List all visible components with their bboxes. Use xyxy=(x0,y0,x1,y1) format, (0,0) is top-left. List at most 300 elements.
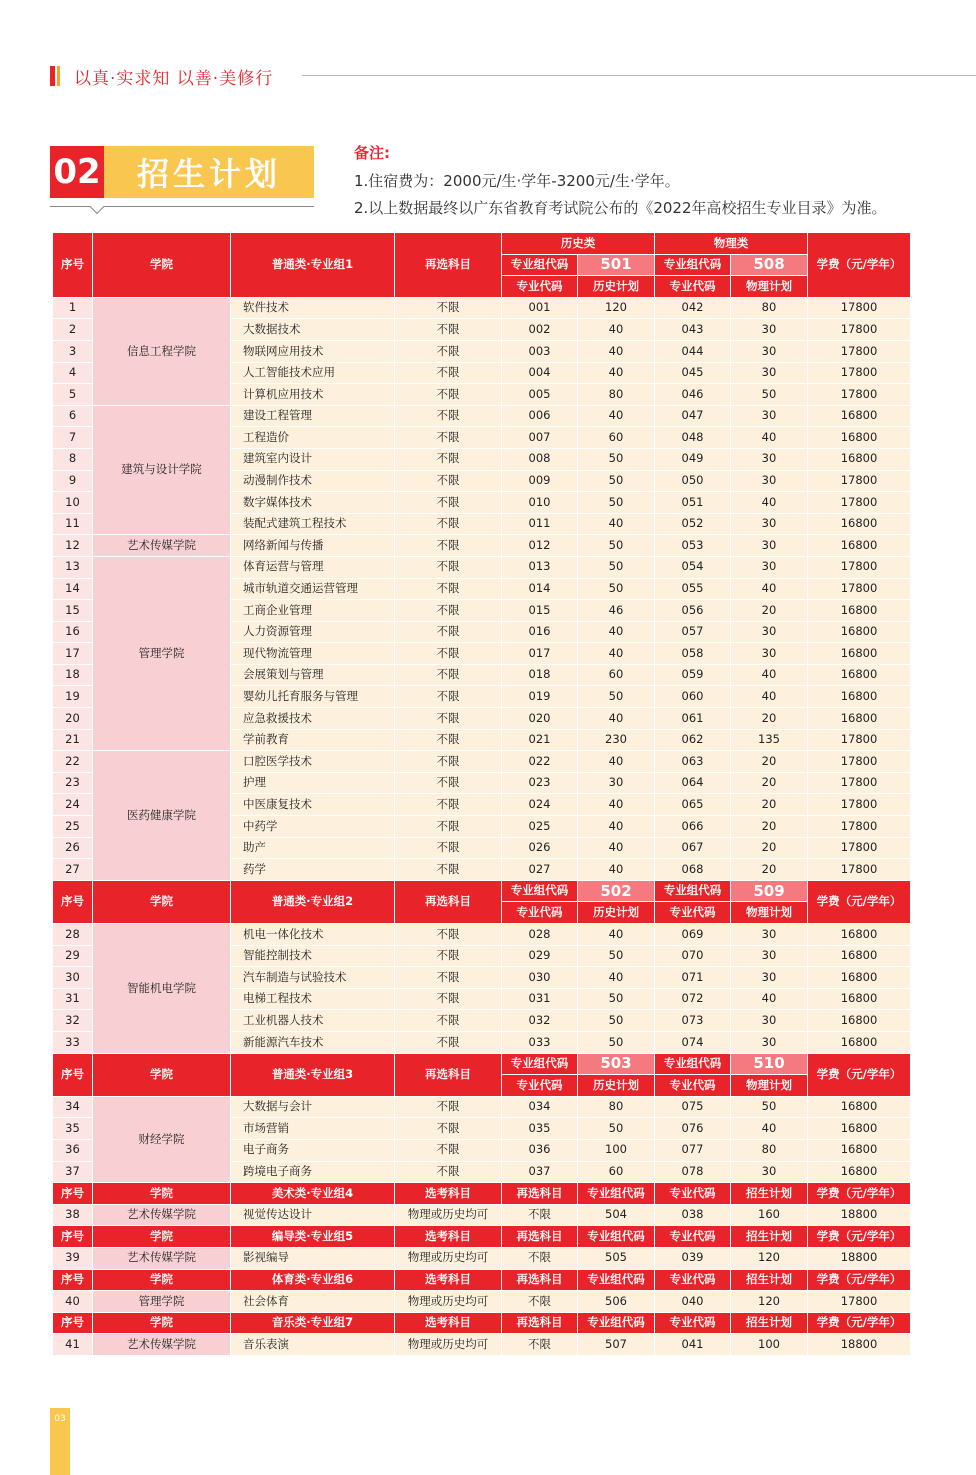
header-major-code: 专业代码 xyxy=(502,1075,578,1097)
value-cell: 20 xyxy=(731,751,808,773)
value-cell: 050 xyxy=(655,470,731,492)
header-group: 普通类·专业组1 xyxy=(231,233,395,298)
college-cell: 艺术传媒学院 xyxy=(93,535,231,557)
major-cell: 计算机应用技术 xyxy=(231,384,395,406)
major-cell: 学前教育 xyxy=(231,729,395,751)
art-header-cell: 体育类·专业组6 xyxy=(231,1269,395,1291)
art-header-cell: 专业组代码 xyxy=(578,1269,655,1291)
header-college: 学院 xyxy=(93,880,231,923)
value-cell: 045 xyxy=(655,362,731,384)
header-physics-plan: 物理计划 xyxy=(731,1075,808,1097)
value-cell: 20 xyxy=(731,837,808,859)
value-cell: 16800 xyxy=(808,1118,911,1140)
art-data-row xyxy=(53,1291,911,1313)
seq-cell: 38 xyxy=(53,1204,93,1226)
value-cell: 40 xyxy=(578,405,655,427)
value-cell: 019 xyxy=(502,686,578,708)
value-cell: 060 xyxy=(655,686,731,708)
value-cell: 034 xyxy=(502,1096,578,1118)
header-major-code: 专业代码 xyxy=(655,276,731,298)
art-header-cell: 学费（元/学年） xyxy=(808,1226,911,1248)
section-number: 02 xyxy=(50,146,104,198)
value-cell: 不限 xyxy=(395,319,502,341)
value-cell: 026 xyxy=(502,837,578,859)
art-header-cell: 招生计划 xyxy=(731,1269,808,1291)
value-cell: 不限 xyxy=(395,859,502,881)
seq-cell: 28 xyxy=(53,924,93,946)
header-group-code: 专业组代码 xyxy=(655,1053,731,1075)
art-header-cell: 选考科目 xyxy=(395,1183,502,1205)
major-cell: 大数据与会计 xyxy=(231,1096,395,1118)
seq-cell: 24 xyxy=(53,794,93,816)
art-header-row xyxy=(53,1183,911,1205)
college-cell: 管理学院 xyxy=(93,556,231,750)
major-cell: 会展策划与管理 xyxy=(231,664,395,686)
value-cell: 022 xyxy=(502,751,578,773)
value-cell: 30 xyxy=(731,405,808,427)
value-cell: 017 xyxy=(502,643,578,665)
value-cell: 50 xyxy=(731,384,808,406)
art-header-row xyxy=(53,1226,911,1248)
art-header-cell: 序号 xyxy=(53,1226,93,1248)
value-cell: 20 xyxy=(731,816,808,838)
value-cell: 50 xyxy=(578,686,655,708)
seq-cell: 20 xyxy=(53,708,93,730)
value-cell: 061 xyxy=(655,708,731,730)
value-cell: 16800 xyxy=(808,427,911,449)
value-cell: 506 xyxy=(578,1291,655,1313)
value-cell: 不限 xyxy=(395,837,502,859)
seq-cell: 27 xyxy=(53,859,93,881)
value-cell: 16800 xyxy=(808,967,911,989)
seq-cell: 16 xyxy=(53,621,93,643)
value-cell: 16800 xyxy=(808,708,911,730)
value-cell: 50 xyxy=(578,1010,655,1032)
value-cell: 不限 xyxy=(395,924,502,946)
art-header-cell: 再选科目 xyxy=(502,1226,578,1248)
value-cell: 16800 xyxy=(808,405,911,427)
value-cell: 40 xyxy=(731,427,808,449)
seq-cell: 36 xyxy=(53,1139,93,1161)
value-cell: 不限 xyxy=(395,513,502,535)
header-major-code: 专业代码 xyxy=(502,902,578,924)
value-cell: 076 xyxy=(655,1118,731,1140)
value-cell: 16800 xyxy=(808,1096,911,1118)
art-header-cell: 学院 xyxy=(93,1226,231,1248)
value-cell: 059 xyxy=(655,664,731,686)
value-cell: 不限 xyxy=(395,340,502,362)
value-cell: 16800 xyxy=(808,621,911,643)
major-cell: 视觉传达设计 xyxy=(231,1204,395,1226)
major-cell: 口腔医学技术 xyxy=(231,751,395,773)
value-cell: 不限 xyxy=(502,1247,578,1269)
value-cell: 100 xyxy=(731,1334,808,1356)
seq-cell: 14 xyxy=(53,578,93,600)
value-cell: 80 xyxy=(731,1139,808,1161)
value-cell: 230 xyxy=(578,729,655,751)
value-cell: 物理或历史均可 xyxy=(395,1334,502,1356)
value-cell: 072 xyxy=(655,988,731,1010)
value-cell: 不限 xyxy=(395,470,502,492)
value-cell: 007 xyxy=(502,427,578,449)
value-cell: 069 xyxy=(655,924,731,946)
value-cell: 40 xyxy=(578,708,655,730)
art-header-cell: 选考科目 xyxy=(395,1226,502,1248)
art-header-cell: 专业代码 xyxy=(655,1226,731,1248)
seq-cell: 25 xyxy=(53,816,93,838)
value-cell: 16800 xyxy=(808,686,911,708)
art-header-cell: 再选科目 xyxy=(502,1312,578,1334)
page-number-tab: 03 xyxy=(50,1408,70,1475)
header-reselect: 再选科目 xyxy=(395,1053,502,1096)
art-header-cell: 学费（元/学年） xyxy=(808,1183,911,1205)
header-group-code: 专业组代码 xyxy=(655,880,731,902)
value-cell: 015 xyxy=(502,600,578,622)
value-cell: 30 xyxy=(731,1031,808,1053)
seq-cell: 32 xyxy=(53,1010,93,1032)
value-cell: 50 xyxy=(578,448,655,470)
major-cell: 建设工程管理 xyxy=(231,405,395,427)
table-row xyxy=(53,535,911,557)
art-header-cell: 专业组代码 xyxy=(578,1226,655,1248)
value-cell: 30 xyxy=(731,967,808,989)
major-cell: 体育运营与管理 xyxy=(231,556,395,578)
value-cell: 504 xyxy=(578,1204,655,1226)
major-cell: 汽车制造与试验技术 xyxy=(231,967,395,989)
history-group-code: 502 xyxy=(578,880,655,902)
value-cell: 006 xyxy=(502,405,578,427)
value-cell: 30 xyxy=(731,362,808,384)
header-group-code: 专业组代码 xyxy=(502,1053,578,1075)
value-cell: 40 xyxy=(731,988,808,1010)
value-cell: 070 xyxy=(655,945,731,967)
value-cell: 不限 xyxy=(395,1031,502,1053)
seq-cell: 7 xyxy=(53,427,93,449)
value-cell: 075 xyxy=(655,1096,731,1118)
value-cell: 056 xyxy=(655,600,731,622)
value-cell: 013 xyxy=(502,556,578,578)
college-cell: 艺术传媒学院 xyxy=(93,1204,231,1226)
value-cell: 040 xyxy=(655,1291,731,1313)
header-row-group-code xyxy=(53,1053,911,1075)
value-cell: 065 xyxy=(655,794,731,816)
value-cell: 063 xyxy=(655,751,731,773)
value-cell: 50 xyxy=(578,492,655,514)
value-cell: 16800 xyxy=(808,945,911,967)
value-cell: 507 xyxy=(578,1334,655,1356)
value-cell: 不限 xyxy=(395,492,502,514)
value-cell: 80 xyxy=(578,384,655,406)
college-cell: 艺术传媒学院 xyxy=(93,1247,231,1269)
header-physics-category: 物理类 xyxy=(655,233,808,255)
value-cell: 不限 xyxy=(395,816,502,838)
value-cell: 17800 xyxy=(808,837,911,859)
value-cell: 物理或历史均可 xyxy=(395,1204,502,1226)
value-cell: 064 xyxy=(655,772,731,794)
seq-cell: 26 xyxy=(53,837,93,859)
value-cell: 055 xyxy=(655,578,731,600)
value-cell: 不限 xyxy=(395,967,502,989)
seq-cell: 21 xyxy=(53,729,93,751)
physics-group-code: 510 xyxy=(731,1053,808,1075)
art-header-cell: 招生计划 xyxy=(731,1183,808,1205)
major-cell: 护理 xyxy=(231,772,395,794)
value-cell: 40 xyxy=(578,967,655,989)
value-cell: 30 xyxy=(731,535,808,557)
header-college: 学院 xyxy=(93,1053,231,1096)
major-cell: 人力资源管理 xyxy=(231,621,395,643)
art-data-row xyxy=(53,1334,911,1356)
seq-cell: 10 xyxy=(53,492,93,514)
value-cell: 029 xyxy=(502,945,578,967)
value-cell: 047 xyxy=(655,405,731,427)
major-cell: 工商企业管理 xyxy=(231,600,395,622)
art-header-cell: 再选科目 xyxy=(502,1183,578,1205)
art-header-cell: 学费（元/学年） xyxy=(808,1312,911,1334)
value-cell: 不限 xyxy=(395,362,502,384)
value-cell: 054 xyxy=(655,556,731,578)
value-cell: 038 xyxy=(655,1204,731,1226)
value-cell: 30 xyxy=(731,643,808,665)
value-cell: 012 xyxy=(502,535,578,557)
value-cell: 50 xyxy=(578,1031,655,1053)
value-cell: 17800 xyxy=(808,751,911,773)
table-row xyxy=(53,924,911,946)
value-cell: 027 xyxy=(502,859,578,881)
value-cell: 不限 xyxy=(395,427,502,449)
value-cell: 30 xyxy=(731,319,808,341)
value-cell: 068 xyxy=(655,859,731,881)
major-cell: 网络新闻与传播 xyxy=(231,535,395,557)
value-cell: 073 xyxy=(655,1010,731,1032)
art-header-row xyxy=(53,1312,911,1334)
value-cell: 16800 xyxy=(808,988,911,1010)
value-cell: 50 xyxy=(731,1096,808,1118)
art-data-row xyxy=(53,1247,911,1269)
value-cell: 17800 xyxy=(808,816,911,838)
value-cell: 不限 xyxy=(395,556,502,578)
value-cell: 042 xyxy=(655,297,731,319)
header-row-category xyxy=(53,233,911,255)
value-cell: 40 xyxy=(578,794,655,816)
seq-cell: 9 xyxy=(53,470,93,492)
value-cell: 17800 xyxy=(808,492,911,514)
value-cell: 不限 xyxy=(395,621,502,643)
value-cell: 不限 xyxy=(395,297,502,319)
major-cell: 智能控制技术 xyxy=(231,945,395,967)
seq-cell: 6 xyxy=(53,405,93,427)
value-cell: 不限 xyxy=(395,600,502,622)
major-cell: 中药学 xyxy=(231,816,395,838)
major-cell: 软件技术 xyxy=(231,297,395,319)
value-cell: 049 xyxy=(655,448,731,470)
seq-cell: 15 xyxy=(53,600,93,622)
major-cell: 音乐表演 xyxy=(231,1334,395,1356)
seq-cell: 22 xyxy=(53,751,93,773)
value-cell: 40 xyxy=(731,1118,808,1140)
table-row xyxy=(53,1096,911,1118)
value-cell: 46 xyxy=(578,600,655,622)
value-cell: 30 xyxy=(731,556,808,578)
major-cell: 市场营销 xyxy=(231,1118,395,1140)
value-cell: 不限 xyxy=(395,751,502,773)
value-cell: 40 xyxy=(578,513,655,535)
value-cell: 50 xyxy=(578,988,655,1010)
history-group-code: 501 xyxy=(578,254,655,276)
value-cell: 30 xyxy=(731,1161,808,1183)
seq-cell: 33 xyxy=(53,1031,93,1053)
major-cell: 药学 xyxy=(231,859,395,881)
value-cell: 035 xyxy=(502,1118,578,1140)
major-cell: 机电一体化技术 xyxy=(231,924,395,946)
major-cell: 婴幼儿托育服务与管理 xyxy=(231,686,395,708)
value-cell: 018 xyxy=(502,664,578,686)
seq-cell: 41 xyxy=(53,1334,93,1356)
value-cell: 30 xyxy=(731,448,808,470)
header-seq: 序号 xyxy=(53,1053,93,1096)
value-cell: 17800 xyxy=(808,794,911,816)
value-cell: 30 xyxy=(731,924,808,946)
major-cell: 大数据技术 xyxy=(231,319,395,341)
header-seq: 序号 xyxy=(53,880,93,923)
art-header-cell: 选考科目 xyxy=(395,1312,502,1334)
value-cell: 40 xyxy=(578,319,655,341)
value-cell: 008 xyxy=(502,448,578,470)
value-cell: 不限 xyxy=(395,772,502,794)
table-row xyxy=(53,297,911,319)
major-cell: 数字媒体技术 xyxy=(231,492,395,514)
value-cell: 不限 xyxy=(395,664,502,686)
value-cell: 不限 xyxy=(395,1118,502,1140)
value-cell: 17800 xyxy=(808,470,911,492)
value-cell: 17800 xyxy=(808,578,911,600)
college-cell: 管理学院 xyxy=(93,1291,231,1313)
value-cell: 不限 xyxy=(395,1139,502,1161)
seq-cell: 2 xyxy=(53,319,93,341)
major-cell: 助产 xyxy=(231,837,395,859)
value-cell: 不限 xyxy=(395,729,502,751)
value-cell: 20 xyxy=(731,859,808,881)
value-cell: 17800 xyxy=(808,319,911,341)
value-cell: 033 xyxy=(502,1031,578,1053)
major-cell: 建筑室内设计 xyxy=(231,448,395,470)
art-header-cell: 学院 xyxy=(93,1269,231,1291)
art-header-cell: 序号 xyxy=(53,1269,93,1291)
value-cell: 不限 xyxy=(395,945,502,967)
physics-group-code: 508 xyxy=(731,254,808,276)
value-cell: 041 xyxy=(655,1334,731,1356)
value-cell: 058 xyxy=(655,643,731,665)
value-cell: 010 xyxy=(502,492,578,514)
value-cell: 066 xyxy=(655,816,731,838)
value-cell: 16800 xyxy=(808,1010,911,1032)
header-history-plan: 历史计划 xyxy=(578,1075,655,1097)
value-cell: 不限 xyxy=(395,643,502,665)
seq-cell: 19 xyxy=(53,686,93,708)
value-cell: 30 xyxy=(731,513,808,535)
value-cell: 40 xyxy=(731,664,808,686)
value-cell: 20 xyxy=(731,600,808,622)
value-cell: 011 xyxy=(502,513,578,535)
seq-cell: 35 xyxy=(53,1118,93,1140)
seq-cell: 34 xyxy=(53,1096,93,1118)
value-cell: 023 xyxy=(502,772,578,794)
value-cell: 020 xyxy=(502,708,578,730)
value-cell: 不限 xyxy=(502,1334,578,1356)
art-header-cell: 学院 xyxy=(93,1312,231,1334)
value-cell: 40 xyxy=(731,492,808,514)
notes-title: 备注: xyxy=(354,144,390,162)
value-cell: 80 xyxy=(731,297,808,319)
art-header-cell: 专业代码 xyxy=(655,1269,731,1291)
art-header-cell: 专业代码 xyxy=(655,1183,731,1205)
enrollment-plan-table xyxy=(52,232,911,1356)
value-cell: 039 xyxy=(655,1247,731,1269)
art-header-cell: 编导类·专业组5 xyxy=(231,1226,395,1248)
seq-cell: 8 xyxy=(53,448,93,470)
value-cell: 030 xyxy=(502,967,578,989)
value-cell: 50 xyxy=(578,578,655,600)
art-header-cell: 专业组代码 xyxy=(578,1312,655,1334)
value-cell: 80 xyxy=(578,1096,655,1118)
motto-accent-bar-secondary xyxy=(57,66,60,86)
major-cell: 新能源汽车技术 xyxy=(231,1031,395,1053)
note-1: 1.住宿费为：2000元/生·学年-3200元/生·学年。 xyxy=(354,172,680,190)
motto-text: 以真·实求知 以善·美修行 xyxy=(74,69,274,89)
value-cell: 40 xyxy=(578,837,655,859)
value-cell: 16800 xyxy=(808,664,911,686)
art-header-cell: 招生计划 xyxy=(731,1226,808,1248)
value-cell: 17800 xyxy=(808,340,911,362)
value-cell: 不限 xyxy=(395,1161,502,1183)
value-cell: 043 xyxy=(655,319,731,341)
section-title: 招生计划 xyxy=(104,146,314,198)
header-physics-plan: 物理计划 xyxy=(731,902,808,924)
major-cell: 影视编导 xyxy=(231,1247,395,1269)
value-cell: 024 xyxy=(502,794,578,816)
value-cell: 不限 xyxy=(502,1291,578,1313)
value-cell: 135 xyxy=(731,729,808,751)
value-cell: 17800 xyxy=(808,729,911,751)
value-cell: 30 xyxy=(731,945,808,967)
value-cell: 物理或历史均可 xyxy=(395,1247,502,1269)
value-cell: 17800 xyxy=(808,772,911,794)
header-major-code: 专业代码 xyxy=(502,276,578,298)
value-cell: 50 xyxy=(578,535,655,557)
header-group-code: 专业组代码 xyxy=(502,254,578,276)
value-cell: 40 xyxy=(578,362,655,384)
major-cell: 中医康复技术 xyxy=(231,794,395,816)
value-cell: 不限 xyxy=(395,1096,502,1118)
art-header-cell: 序号 xyxy=(53,1183,93,1205)
value-cell: 067 xyxy=(655,837,731,859)
value-cell: 120 xyxy=(731,1291,808,1313)
value-cell: 17800 xyxy=(808,556,911,578)
header-group-code: 专业组代码 xyxy=(502,880,578,902)
value-cell: 053 xyxy=(655,535,731,557)
art-header-cell: 选考科目 xyxy=(395,1269,502,1291)
table-row xyxy=(53,751,911,773)
value-cell: 50 xyxy=(578,556,655,578)
seq-cell: 11 xyxy=(53,513,93,535)
value-cell: 30 xyxy=(731,470,808,492)
major-cell: 动漫制作技术 xyxy=(231,470,395,492)
section-underline-notch xyxy=(90,200,104,214)
major-cell: 跨境电子商务 xyxy=(231,1161,395,1183)
header-physics-plan: 物理计划 xyxy=(731,276,808,298)
seq-cell: 23 xyxy=(53,772,93,794)
art-header-cell: 招生计划 xyxy=(731,1312,808,1334)
